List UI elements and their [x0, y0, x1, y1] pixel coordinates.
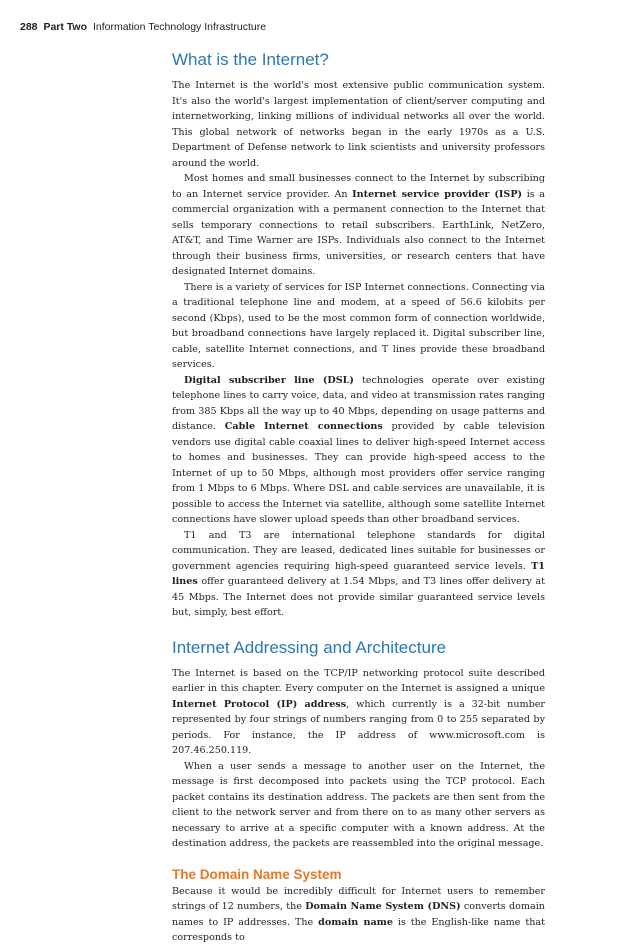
paragraph: When a user sends a message to another user on the Internet, the message is first decomposed into packets using the TCP protocol. Each packet contains its destination address. The packets are then sent from the client to the network server and from there on to as many other servers as necessary to arrive at a specific computer with a known address. At the destination address, the packets are reassembled into the original message.	[172, 760, 545, 849]
key-term: Internet service provider (ISP)	[352, 188, 523, 200]
paragraph: There is a variety of services for ISP Internet connections. Connecting via a traditional telephone line and modem, at a speed of 56.6 kilobits per second (Kbps), used to be the most common form of connection worldwide, but broadband connections have largely replaced it. Digital subscriber line, cable, satellite Internet connections, and T lines provide these broadband services.	[172, 281, 545, 370]
subsection-heading-dns: The Domain Name System	[172, 866, 342, 882]
paragraph: Digital subscriber line (DSL) technologies operate over existing telephone lines to carry voice, data, and video at transmission rates ranging from 385 Kbps all the way up to 40 Mbps, depending on usage patterns and distance. Cable Internet connections provided by cable television vendors use digital cable coaxial lines to deliver high-speed Internet access to homes and businesses. They can provide high-speed access to the Internet of up to 50 Mbps, although most providers offer service ranging from 1 Mbps to 6 Mbps. Where DSL and cable services are unavailable, it is possible to access the Internet via satellite, although some satellite Internet connections have slower upload speeds than other broadband services.	[172, 374, 546, 525]
key-term: domain name	[318, 916, 393, 928]
paragraph: T1 and T3 are international telephone standards for digital communication. They are leased, dedicated lines suitable for businesses or government agencies requiring high-speed guaranteed service levels. T1 lines offer guaranteed delivery at 1.54 Mbps, and T3 lines offer delivery at 45 Mbps. The Internet does not provide similar guaranteed service levels but, simply, best effort.	[172, 529, 545, 618]
part-label: Part Two	[43, 21, 88, 33]
running-head	[20, 21, 266, 33]
key-term: Digital subscriber line (DSL)	[184, 374, 354, 386]
key-term: Cable Internet connections	[224, 421, 383, 432]
section-heading-addressing: Internet Addressing and Architecture	[172, 637, 447, 657]
book-part-title: Information Technology Infrastructure	[92, 21, 267, 33]
page-number: 288	[20, 21, 38, 33]
paragraph: Most homes and small businesses connect to the Internet by subscribing to an Internet service provider. An Internet service provider (ISP) is a commercial organization with a permanent connection to the Internet that sells temporary connections to retail subscribers. EarthLink, NetZero, AT&T, and Time Warner are ISPs. Individuals also connect to the Internet through their business firms, universities, or research centers that have designated Internet domains.	[172, 173, 546, 277]
paragraph: The Internet is the world's most extensive public communication system. It's also the world's largest implementation of client/server computing and internetworking, linking millions of individual networks all over the world. This global network of networks began in the early 1970s as a U.S. Department of Defense network to link scientists and university professors around the world.	[172, 80, 545, 169]
section-heading-what-is-internet: What is the Internet?	[172, 50, 329, 69]
paragraph: Because it would be incredibly difficult for Internet users to remember strings of 12 numbers, the Domain Name System (DNS) converts domain names to IP addresses. The domain name is the English-like name that corresponds to	[172, 885, 545, 943]
paragraph: The Internet is based on the TCP/IP networking protocol suite described earlier in this chapter. Every computer on the Internet is assigned a unique Internet Protocol (IP) address, which currently is a 32-bit number represented by four strings of numbers ranging from 0 to 255 separated by periods. For instance, the IP address of www.microsoft.com is 207.46.250.119.	[172, 667, 545, 756]
key-term: T1 lines	[172, 560, 545, 587]
key-term: Internet Protocol (IP) address	[172, 698, 347, 710]
page-body	[172, 42, 545, 946]
key-term: Domain Name System (DNS)	[305, 901, 461, 912]
